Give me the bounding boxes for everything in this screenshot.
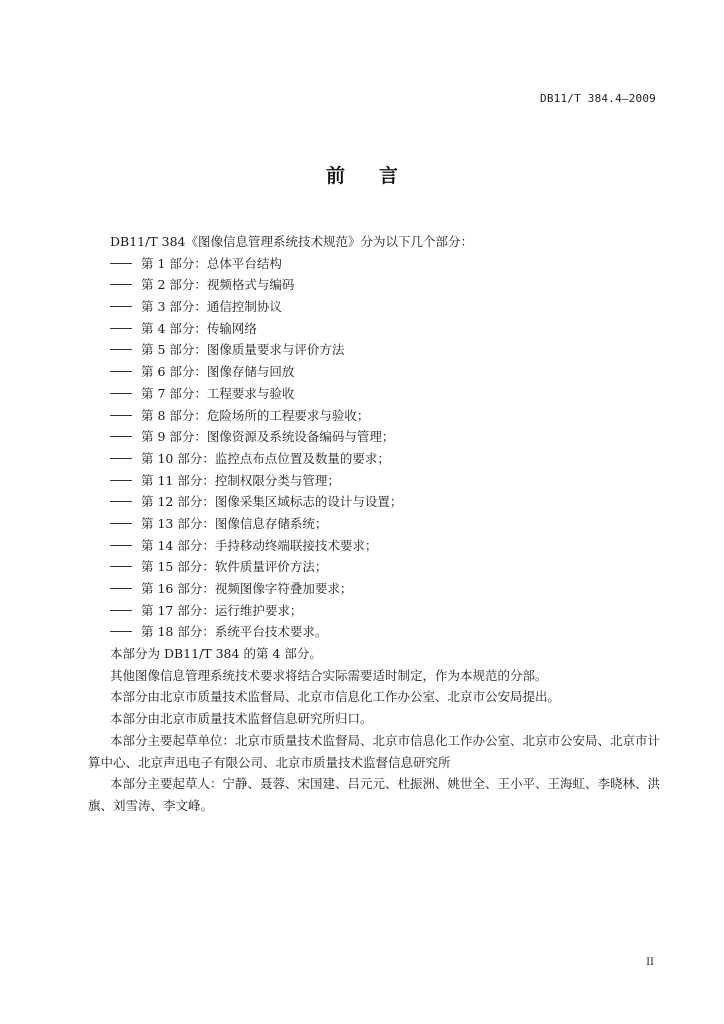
foreword-body xyxy=(88,231,668,817)
dash-mark xyxy=(110,610,132,611)
dash-mark xyxy=(110,523,132,524)
part-list-item-text: 第 2 部分：视频格式与编码 xyxy=(141,277,295,293)
part-list-item-text: 第 1 部分：总体平台结构 xyxy=(141,255,282,271)
part-list-item xyxy=(88,513,668,535)
part-list-item-text: 第 12 部分：图像采集区域标志的设计与设置； xyxy=(141,494,403,510)
parts-list xyxy=(88,253,668,643)
part-list-item xyxy=(88,535,668,557)
intro-line: DB11/T 384《图像信息管理系统技术规范》分为以下几个部分： xyxy=(110,234,473,249)
dash-mark xyxy=(110,588,132,589)
part-list-item xyxy=(88,426,668,448)
part-list-item xyxy=(88,556,668,578)
dash-mark xyxy=(110,415,132,416)
part-list-item-text: 第 3 部分：通信控制协议 xyxy=(141,299,282,315)
part-list-item-text: 第 5 部分：图像质量要求与评价方法 xyxy=(141,342,345,358)
dash-mark xyxy=(110,480,132,481)
part-list-item-text: 第 14 部分：手持移动终端联接技术要求； xyxy=(141,537,378,553)
part-list-item-text: 第 13 部分：图像信息存储系统； xyxy=(141,515,328,531)
proposed-by-line: 本部分由北京市质量技术监督局、北京市信息化工作办公室、北京市公安局提出。 xyxy=(110,689,561,705)
part-list-item xyxy=(88,470,668,492)
page-title: 前言 xyxy=(325,165,432,187)
part-list-item xyxy=(88,491,668,513)
dash-mark xyxy=(110,393,132,394)
part-list-item-text: 第 16 部分：视频图像字符叠加要求； xyxy=(141,581,353,596)
page-number: II xyxy=(646,957,654,968)
part-list-item-text: 第 18 部分：系统平台技术要求。 xyxy=(141,624,328,640)
part-list-item-text: 第 7 部分：工程要求与验收 xyxy=(141,385,295,401)
other-requirements-line: 其他图像信息管理系统技术要求将结合实际需要适时制定，作为本规范的分部。 xyxy=(110,667,548,683)
part-list-item-text: 第 9 部分：图像资源及系统设备编码与管理； xyxy=(141,429,395,445)
part-list-item-text: 第 10 部分：监控点布点位置及数量的要求； xyxy=(141,450,390,466)
part-list-item xyxy=(88,383,668,405)
dash-mark xyxy=(110,371,132,372)
part-list-item xyxy=(88,339,668,361)
part-list-item-text: 第 6 部分：图像存储与回放 xyxy=(141,364,295,380)
document-code: DB11/T 384.4—2009 xyxy=(540,92,656,105)
part-list-item xyxy=(88,621,668,643)
part-list-item xyxy=(88,361,668,383)
part-list-item xyxy=(88,578,668,600)
dash-mark xyxy=(110,306,132,307)
dash-mark xyxy=(110,436,132,437)
dash-mark xyxy=(110,349,132,350)
dash-mark xyxy=(110,545,132,546)
drafters-paragraph: 本部分主要起草人：宁静、聂蓉、宋国建、吕元元、杜振洲、姚世全、王小平、王海虹、李晓林、洪旗、刘雪涛、李文峰。 xyxy=(88,776,661,813)
dash-mark xyxy=(110,328,132,329)
part-list-item-text: 第 15 部分：软件质量评价方法； xyxy=(141,559,328,575)
part-list-item xyxy=(88,296,668,318)
dash-mark xyxy=(110,284,132,285)
part-list-item xyxy=(88,405,668,427)
this-part-line: 本部分为 DB11/T 384 的第 4 部分。 xyxy=(110,646,322,662)
part-list-item-text: 第 17 部分：运行维护要求； xyxy=(141,602,303,618)
dash-mark xyxy=(110,458,132,459)
part-list-item-text: 第 11 部分：控制权限分类与管理； xyxy=(141,472,340,488)
part-list-item xyxy=(88,448,668,470)
part-list-item xyxy=(88,318,668,340)
dash-mark xyxy=(110,501,132,502)
drafting-units-paragraph: 本部分主要起草单位：北京市质量技术监督局、北京市信息化工作办公室、北京市公安局、北京市计算中心、北京声迅电子有限公司、北京市质量技术监督信息研究所 xyxy=(88,732,661,770)
part-list-item xyxy=(88,600,668,622)
dash-mark xyxy=(110,263,132,264)
part-list-item xyxy=(88,274,668,296)
dash-mark xyxy=(110,631,132,632)
dash-mark xyxy=(110,566,132,567)
part-list-item-text: 第 8 部分：危险场所的工程要求与验收； xyxy=(141,407,370,423)
part-list-item-text: 第 4 部分：传输网络 xyxy=(141,320,257,336)
managed-by-line: 本部分由北京市质量技术监督信息研究所归口。 xyxy=(110,711,373,727)
part-list-item xyxy=(88,253,668,275)
